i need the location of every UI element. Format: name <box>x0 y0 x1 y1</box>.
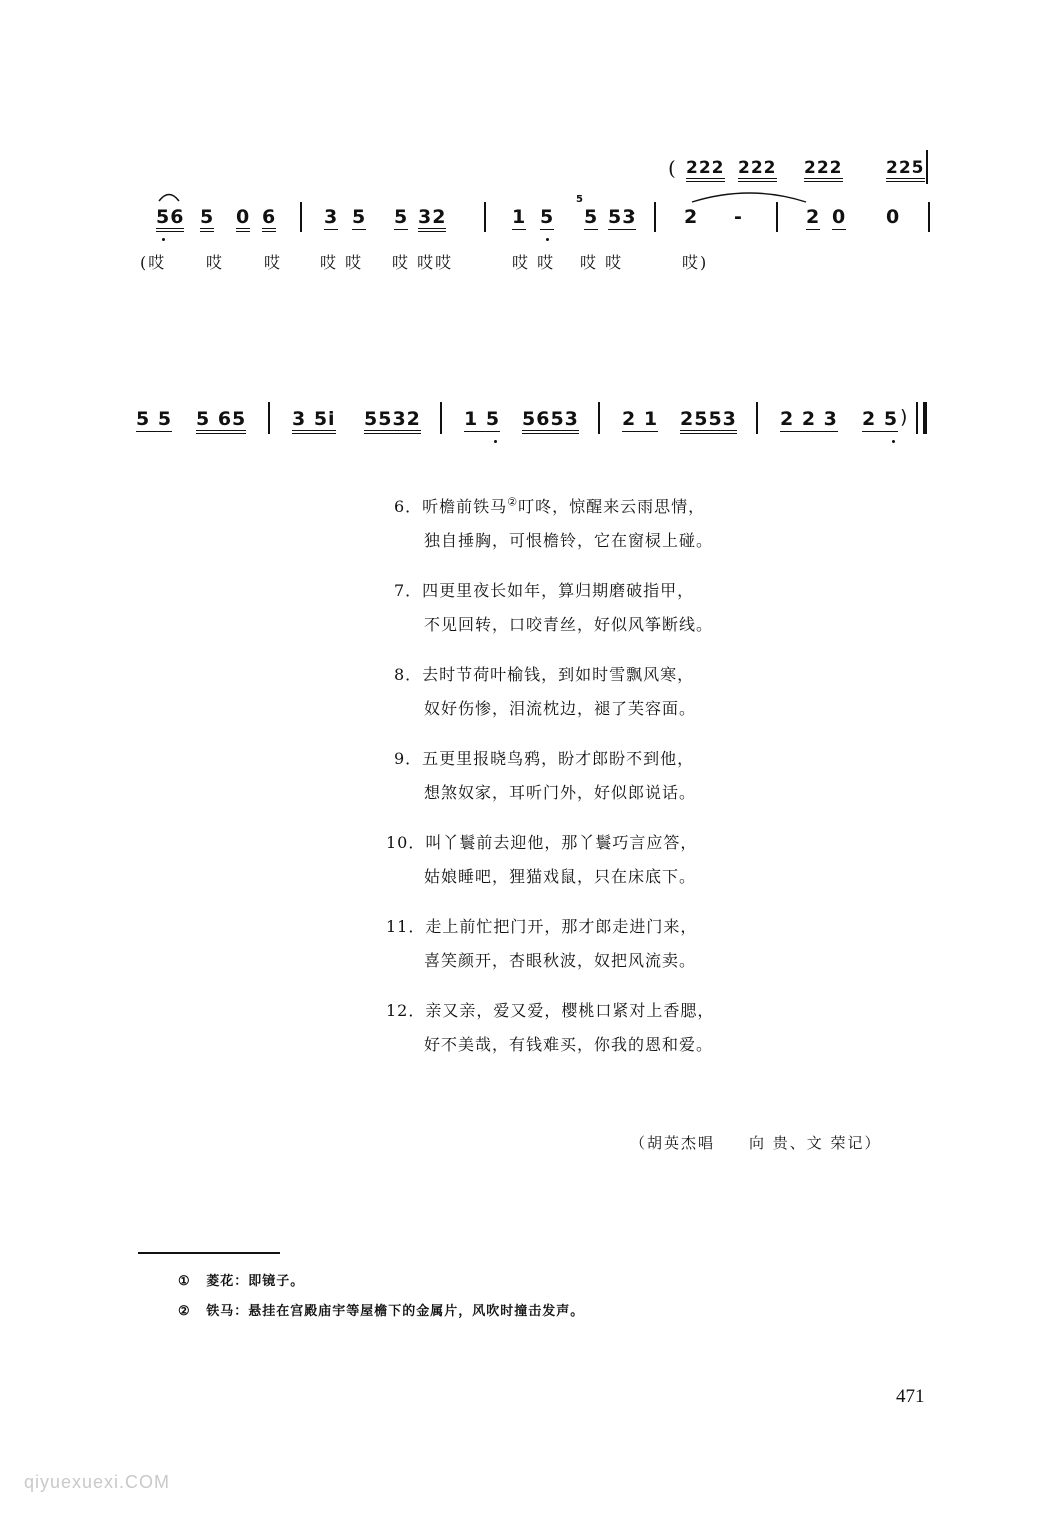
barline <box>756 402 758 434</box>
note: 2 2 3 <box>780 408 838 430</box>
note: - <box>734 206 743 228</box>
note: 0 <box>832 206 847 228</box>
note: 0 <box>236 206 250 232</box>
note: 5 <box>352 206 367 228</box>
lyric: 哎 哎 <box>320 253 364 272</box>
note: 3 5i <box>292 408 336 434</box>
footnote-text: 铁马：悬挂在宫殿庙宇等屋檐下的金属片，风吹时撞击发声。 <box>206 1304 585 1319</box>
low-octave-dot <box>162 238 165 241</box>
note: 56 <box>156 206 184 232</box>
footnote-divider <box>138 1252 280 1254</box>
lyric: 哎 哎 <box>512 253 556 272</box>
verse-8-line2: 奴好伤惨，泪流枕边，褪了芙容面。 <box>424 699 697 718</box>
grace-group: 222 <box>804 158 843 182</box>
note: 5 <box>584 206 599 228</box>
note: 2 1 <box>622 408 659 430</box>
barline <box>268 402 270 434</box>
note: 5653 <box>522 408 579 434</box>
verse-11-line1: 11．走上前忙把门开，那才郎走进门来， <box>386 917 698 936</box>
note: 6 <box>262 206 276 232</box>
barline <box>654 202 656 232</box>
footnote-1 <box>178 1270 304 1289</box>
grace-note: 5 <box>576 194 584 205</box>
note: 32 <box>418 206 446 232</box>
slur <box>690 188 810 204</box>
lyric: 哎 哎哎 <box>392 253 454 272</box>
barline <box>300 202 302 232</box>
footnote-text: 菱花：即镜子。 <box>206 1274 305 1289</box>
note: 2 5 <box>862 408 899 430</box>
footnote-mark: ② <box>178 1304 191 1319</box>
lyrics-line1 <box>140 250 860 274</box>
lyric: 哎 <box>206 253 225 272</box>
verse-8-line1: 8．去时节荷叶榆钱，到如时雪飘风寒， <box>394 665 695 684</box>
verse-text: 叮咚，惊醒来云雨思情， <box>518 497 706 516</box>
open-paren: ( <box>668 156 676 180</box>
low-octave-dot <box>546 238 549 241</box>
note: 1 <box>512 206 527 228</box>
note: 53 <box>608 206 637 228</box>
barline <box>926 150 928 184</box>
tie-arc <box>156 190 182 202</box>
barline <box>440 402 442 434</box>
page-number: 471 <box>896 1386 925 1407</box>
lyric: 哎 <box>264 253 283 272</box>
verse-12-line2: 好不美哉，有钱难买，你我的恩和爱。 <box>424 1035 714 1054</box>
note: 5532 <box>364 408 421 434</box>
singer-credit: （胡英杰唱 向 贵、文 荣记） <box>630 1134 882 1152</box>
verse-7-line2: 不见回转，口咬青丝，好似风筝断线。 <box>424 615 714 634</box>
barline <box>928 202 930 232</box>
close-paren: ) <box>900 406 909 428</box>
barline <box>776 202 778 232</box>
verse-9-line2: 想煞奴家，耳听门外，好似郎说话。 <box>424 783 697 802</box>
score-line1-top <box>668 156 938 186</box>
note: 5 65 <box>196 408 246 434</box>
watermark: qiyuexuexi.COM <box>24 1472 171 1492</box>
footnote-2 <box>178 1300 584 1319</box>
note: 5 <box>394 206 409 228</box>
lyric: 哎) <box>682 253 709 272</box>
lyric: 哎 哎 <box>580 253 624 272</box>
score-line2 <box>136 408 936 448</box>
note: 5 5 <box>136 408 173 430</box>
verse-11-line2: 喜笑颜开，杏眼秋波，奴把风流卖。 <box>424 951 697 970</box>
grace-group: 222 <box>738 158 777 182</box>
note: 0 <box>886 206 901 228</box>
verse-6-line1 <box>394 494 705 517</box>
final-barline-thick <box>923 402 927 434</box>
final-barline-thin <box>916 402 918 434</box>
note: 2553 <box>680 408 737 434</box>
lyric: (哎 <box>140 253 167 272</box>
verse-7-line1: 7．四更里夜长如年，算归期磨破指甲， <box>394 581 695 600</box>
score-line1 <box>156 194 936 246</box>
grace-group: 225 <box>886 158 925 182</box>
low-octave-dot <box>892 440 895 443</box>
note: 2 <box>806 206 821 228</box>
barline <box>598 402 600 434</box>
verse-12-line1: 12．亲又亲，爱又爱，樱桃口紧对上香腮， <box>386 1001 715 1020</box>
note: 2 <box>684 206 699 228</box>
breath-mark: 、 <box>630 201 645 217</box>
verse-10-line1: 10．叫丫鬟前去迎他，那丫鬟巧言应答， <box>386 833 698 852</box>
note: 1 5 <box>464 408 501 430</box>
note: 3 <box>324 206 339 228</box>
verse-text: 6．听檐前铁马 <box>394 497 508 516</box>
footnote-mark: ① <box>178 1274 191 1289</box>
barline <box>484 202 486 232</box>
grace-group: 222 <box>686 158 725 182</box>
low-octave-dot <box>494 440 497 443</box>
note: 5 <box>200 206 214 232</box>
footnote-ref: ② <box>507 495 519 509</box>
verse-6-line2: 独自捶胸，可恨檐铃，它在窗棂上碰。 <box>424 531 714 550</box>
verse-10-line2: 姑娘睡吧，狸猫戏鼠，只在床底下。 <box>424 867 697 886</box>
note: 5 <box>540 206 555 228</box>
verse-9-line1: 9．五更里报晓鸟鸦，盼才郎盼不到他， <box>394 749 695 768</box>
